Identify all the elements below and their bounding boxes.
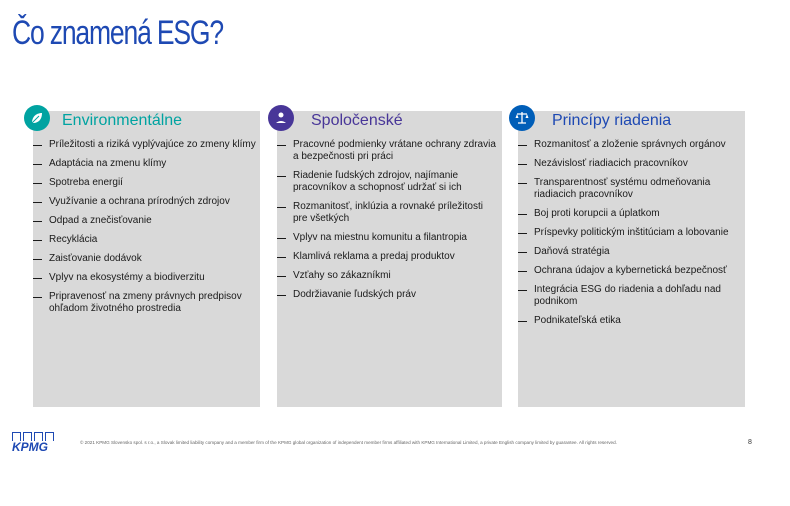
list-item: Nezávislosť riadiacich pracovníkov: [518, 158, 741, 170]
list-item: Pracovné podmienky vrátane ochrany zdravia a bezpečnosti pri práci: [277, 139, 498, 163]
leaf-icon: [24, 105, 50, 131]
list-item: Riadenie ľudských zdrojov, najímanie pracovníkov a schopnosť udržať si ich: [277, 170, 498, 194]
list-item: Pripravenosť na zmeny právnych predpisov ohľadom životného prostredia: [33, 291, 256, 315]
column-list: [518, 139, 741, 334]
column-title: Princípy riadenia: [552, 112, 672, 129]
list-item: Integrácia ESG do riadenia a dohľadu nad podnikom: [518, 284, 741, 308]
list-item: Rozmanitosť a zloženie správnych orgánov: [518, 139, 741, 151]
page-number: 8: [748, 439, 752, 446]
column-environmental: [33, 111, 260, 407]
list-item: Príležitosti a riziká vyplývajúce zo zmeny klímy: [33, 139, 256, 151]
list-item: Daňová stratégia: [518, 246, 741, 258]
column-header: [277, 111, 502, 135]
list-item: Transparentnosť systému odmeňovania riadiacich pracovníkov: [518, 177, 741, 201]
column-title: Environmentálne: [62, 112, 183, 129]
list-item: Ochrana údajov a kybernetická bezpečnosť: [518, 265, 741, 277]
list-item: Odpad a znečisťovanie: [33, 215, 256, 227]
list-item: Rozmanitosť, inklúzia a rovnaké príležitosti pre všetkých: [277, 201, 498, 225]
logo-wordmark: KPMG: [12, 440, 48, 454]
list-item: Vzťahy so zákazníkmi: [277, 270, 498, 282]
column-header: [33, 111, 260, 135]
list-item: Príspevky politickým inštitúciam a lobovanie: [518, 227, 741, 239]
column-title: Spoločenské: [311, 112, 403, 129]
column-governance: [518, 111, 745, 407]
people-hand-icon: [268, 105, 294, 131]
list-item: Podnikateľská etika: [518, 315, 741, 327]
column-list: [277, 139, 498, 308]
list-item: Vplyv na ekosystémy a biodiverzitu: [33, 272, 256, 284]
kpmg-logo: [12, 432, 54, 454]
list-item: Dodržiavanie ľudských práv: [277, 289, 498, 301]
list-item: Vplyv na miestnu komunitu a filantropia: [277, 232, 498, 244]
column-social: [277, 111, 502, 407]
list-item: Boj proti korupcii a úplatkom: [518, 208, 741, 220]
list-item: Spotreba energií: [33, 177, 256, 189]
list-item: Využívanie a ochrana prírodných zdrojov: [33, 196, 256, 208]
column-list: [33, 139, 256, 322]
list-item: Klamlivá reklama a predaj produktov: [277, 251, 498, 263]
column-header: [518, 111, 745, 135]
list-item: Recyklácia: [33, 234, 256, 246]
scales-icon: [509, 105, 535, 131]
copyright-notice: © 2021 KPMG Slovensko spol. s r.o., a Slovak limited liability company and a member firm of the KPMG global organization of independent member firms affiliated with KPMG International Limited, a private English company limited by guarantee. All rights reserved.: [80, 440, 617, 445]
slide-title: Čo znamená ESG?: [12, 14, 223, 52]
list-item: Adaptácia na zmenu klímy: [33, 158, 256, 170]
list-item: Zaisťovanie dodávok: [33, 253, 256, 265]
